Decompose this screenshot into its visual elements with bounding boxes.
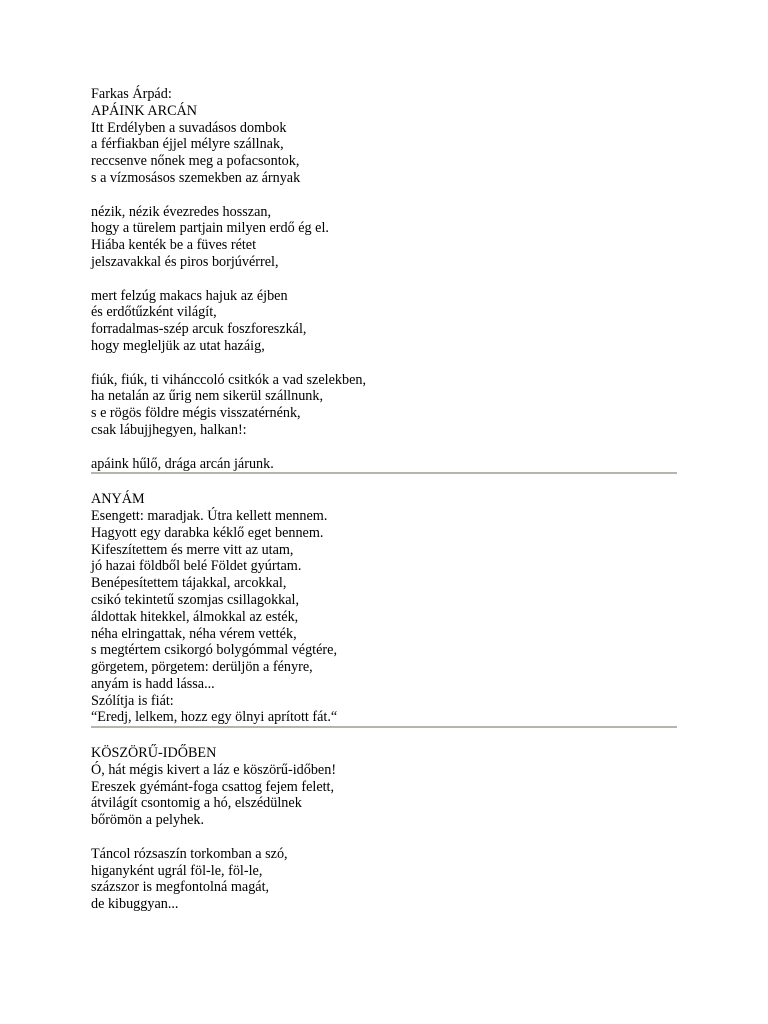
poem-line: nézik, nézik évezredes hosszan,	[91, 203, 272, 220]
stanza-break	[91, 439, 677, 456]
poem-line: Ó, hát mégis kivert a láz e köszörű-időben!	[91, 761, 337, 778]
poem-line: “Eredj, lelkem, hozz egy ölnyi aprított fát.“	[91, 709, 338, 726]
poem-line: Táncol rózsaszín torkomban a szó,	[91, 845, 288, 862]
document-page	[91, 86, 677, 913]
poem-line: hogy megleljük az utat hazáig,	[91, 337, 265, 354]
poem-line: görgetem, pörgetem: derüljön a fényre,	[91, 659, 313, 676]
poem-line: de kibuggyan...	[91, 896, 179, 913]
poem-line: apáink hűlő, drága arcán járunk.	[91, 455, 274, 472]
poem-line: bőrömön a pelyhek.	[91, 812, 205, 829]
poem-line: s e rögös földre mégis visszatérnénk,	[91, 405, 301, 422]
poem-anyam	[91, 491, 677, 726]
author-line: Farkas Árpád:	[91, 86, 172, 102]
poem-line: reccsenve nőnek meg a pofacsontok,	[91, 153, 300, 170]
poem-line: átvilágít csontomig a hó, elszédülnek	[91, 795, 302, 812]
poem-apaink-arcan	[91, 103, 677, 473]
section-break	[91, 474, 677, 491]
poem-title: ANYÁM	[91, 491, 145, 508]
poem-line: ha netalán az űrig nem sikerül szállnunk,	[91, 388, 324, 405]
poem-line: mert felzúg makacs hajuk az éjben	[91, 287, 288, 304]
poem-line: Hiába kenték be a füves rétet	[91, 237, 257, 254]
stanza-break	[91, 271, 677, 288]
poem-line: jó hazai földből belé Földet gyúrtam.	[91, 558, 302, 575]
poem-line: Ereszek gyémánt-foga csattog fejem felett,	[91, 778, 335, 795]
stanza-break	[91, 187, 677, 204]
poem-line: jelszavakkal és piros borjúvérrel,	[91, 253, 279, 270]
poem-line: néha elringattak, néha vérem vették,	[91, 625, 297, 642]
poem-line: százszor is megfontolná magát,	[91, 879, 270, 896]
poem-line: és erdőtűzként világít,	[91, 304, 217, 321]
poem-line: higanyként ugrál föl-le, föl-le,	[91, 862, 263, 879]
poem-line: Szólítja is fiát:	[91, 692, 174, 709]
poem-title: KÖSZÖRŰ-IDŐBEN	[91, 745, 217, 762]
poem-line: hogy a türelem partjain milyen erdő ég el.	[91, 220, 329, 237]
section-break	[91, 728, 677, 745]
poem-line: forradalmas-szép arcuk foszforeszkál,	[91, 321, 307, 338]
poem-line: s megtértem csikorgó bolygómmal végtére,	[91, 642, 337, 659]
poem-line: Esengett: maradjak. Útra kellett mennem.	[91, 507, 328, 524]
poem-line: s a vízmosásos szemekben az árnyak	[91, 169, 301, 186]
stanza-break	[91, 355, 677, 372]
poem-line: csikó tekintetű szomjas csillagokkal,	[91, 591, 300, 608]
stanza-break	[91, 829, 677, 846]
poem-line: anyám is hadd lássa...	[91, 675, 215, 692]
poem-line: Hagyott egy darabka kéklő eget bennem.	[91, 524, 324, 541]
poem-line: Kifeszítettem és merre vitt az utam,	[91, 541, 294, 558]
poem-koszoru-idoben	[91, 745, 677, 913]
poem-line: áldottak hitekkel, álmokkal az esték,	[91, 608, 299, 625]
poem-title: APÁINK ARCÁN	[91, 102, 198, 119]
poem-line: csak lábujjhegyen, halkan!:	[91, 421, 247, 438]
poem-line: a férfiakban éjjel mélyre szállnak,	[91, 136, 284, 153]
poem-line: fiúk, fiúk, ti vihánccoló csitkók a vad szelekben,	[91, 371, 367, 388]
poem-line: Itt Erdélyben a suvadásos dombok	[91, 119, 287, 136]
poem-line: Benépesítettem tájakkal, arcokkal,	[91, 575, 287, 592]
